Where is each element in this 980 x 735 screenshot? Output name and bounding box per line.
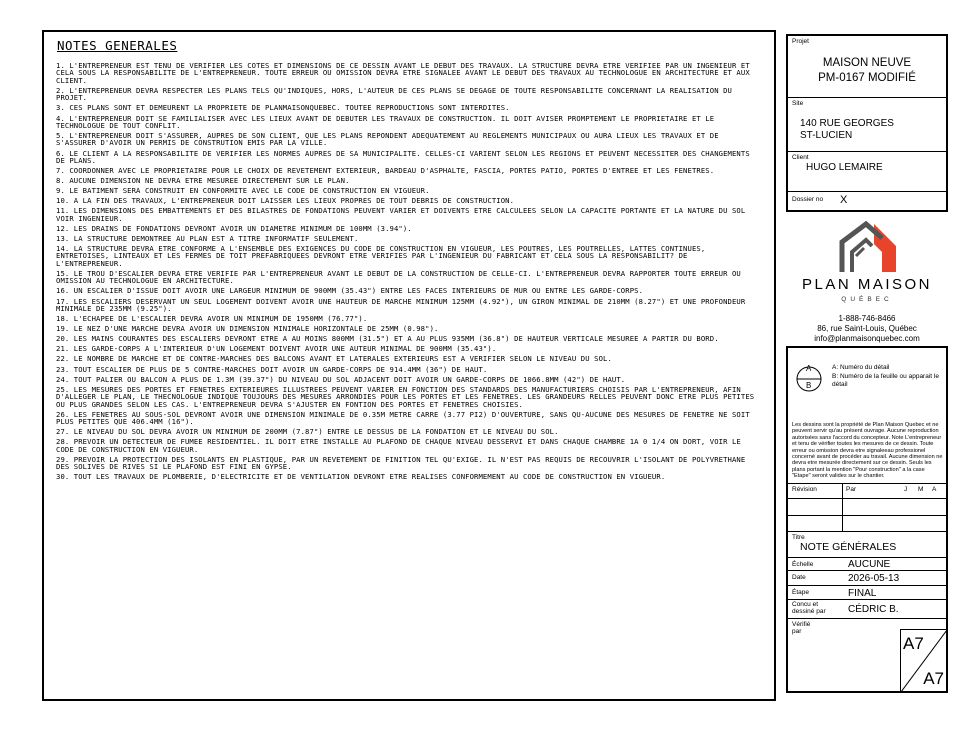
sheet-number-bottom: A7 <box>923 669 944 688</box>
titre-label: Titre <box>792 534 805 541</box>
note-item: 19. LE NEZ D'UNE MARCHE DEVRA AVOIR UN DIMENSION MINIMALE HORIZONTALE DE 25MM (0.98"). <box>56 324 439 334</box>
note-item: 13. LA STRUCTURE DEMONTREE AU PLAN EST A TITRE INFORMATIF SEULEMENT. <box>56 233 359 243</box>
sheet-number-top: A7 <box>903 634 924 653</box>
site-cell <box>788 98 946 152</box>
note-item: 10. A LA FIN DES TRAVAUX, L'ENTREPRENEUR DOIT LAISSER LES LIEUX PROPRES DE TOUT DEBRIS DE CONSTRUCTION. <box>56 196 515 206</box>
note-item: 20. LES MAINS COURANTES DES ESCALIERS DEVRONT ETRE A AU MOINS 800MM (31.5") ET A AU PLUS 935MM (36.8") DE HAUTEUR VERTICALE MESUREE A PARTIR DU BORD. <box>56 334 719 344</box>
concu-label: Concu et dessiné par <box>792 601 826 615</box>
concu-value: CÉDRIC B. <box>848 604 899 615</box>
note-item: 2. L'ENTREPRENEUR DEVRA RESPECTER LES PLANS TELS QU'INDIQUES, HORS, L'AUTEUR DE CES PLANS SE DEGAGE DE TOUTE RESPONSABILITE CONCERNANT LA REALISATION DU PROJET. <box>56 85 732 103</box>
note-item: 9. LE BATIMENT SERA CONSTRUIT EN CONFORMITE AVEC LE CODE DE CONSTRUCTION EN VIGUEUR. <box>56 186 430 196</box>
project-name-line2: PM-0167 MODIFIÉ <box>818 72 916 84</box>
house-logo-icon <box>786 218 948 276</box>
project-cell <box>788 36 946 98</box>
note-item: 3. CES PLANS SONT ET DEMEURENT LA PROPRIETE DE PLANMAISONQUEBEC. TOUTEE REPRODUCTIONS SONT INTERDITES. <box>56 103 510 113</box>
note-item: 5. L'ENTREPRENEUR DOIT S'ASSURER, AUPRES DE SON CLIENT, QUE LES PLANS REPONDENT ADEQUATEMENT AU REGLEMENTS MUNICIPAUX OU AURA LIEUX LES TRAVAUX ET DE S'ASSURER D'AVOIR UN PERMIS DE CONSTRUTION EMIS PAR LA VILLE. <box>56 131 719 148</box>
echelle-label: Échelle <box>792 561 814 568</box>
j-label: J <box>904 486 908 493</box>
concu-cell <box>788 600 946 619</box>
legend-cell <box>788 348 946 484</box>
note-item: 27. LE NIVEAU DU SOL DEVRA AVOIR UN MINIMUM DE 200MM (7.87") ENTRE LE DESSUS DE LA FONDATION ET LE NIVEAU DU SOL. <box>56 427 559 437</box>
revision-table <box>788 484 946 532</box>
sheet-number-box <box>900 629 946 691</box>
notes-list <box>56 62 758 483</box>
note-item: 16. UN ESCALIER D'ISSUE DOIT AVOIR UNE LARGEUR MINIMUM DE 900MM (35.43") ENTRE LES FACES INTERIEURS DE MUR OU ENTRE LES GARDE-CORPS. <box>56 286 644 296</box>
legend-b-text: B: Numéro de la feuille ou apparait le détail <box>832 373 939 388</box>
note-item: 22. LE NOMBRE DE MARCHE ET DE CONTRE-MARCHES DES BALCONS AVANT ET LATERALES EXTERIEURS EST A VERIFIER SELON LE NIVEAU DU SOL. <box>56 354 612 364</box>
note-item: 24. TOUT PALIER OU BALCON A PLUS DE 1.3M (39.37") DU NIVEAU DU SOL ADJACENT DOIT AVOIR UN GARDE-CORPS DE 1066.8MM (42") DE HAUT. <box>56 374 626 384</box>
echelle-cell <box>788 558 946 571</box>
etape-label: Étape <box>792 589 809 596</box>
etape-cell <box>788 586 946 600</box>
a-label: A <box>932 486 937 493</box>
echelle-value: AUCUNE <box>848 559 891 570</box>
legend-disclaimer: Les dessins sont la propriété de Plan Maison Quebec et ne peuvent servir qu'au présent ouvrage. Aucune reproduction autorisées sans l'accord du concepteur. Note L'entrepreneur et tenu de vérifier toutes les mesures de ce dessin. Toute erreur ou omission devra etre signaleeau professionel concerné avant de procéder au travail. Aucune dimension ne devra etre mesurée directement sur ce dessin. Seuls les plans portant la mention "Pour construction" a la case "Etape" seront valides sur le chantier. <box>792 422 943 480</box>
site-value <box>800 118 894 142</box>
verifie-label: Vérifié par <box>792 621 811 635</box>
dossier-label: Dossier no <box>792 196 824 203</box>
client-value: HUGO LEMAIRE <box>806 162 883 173</box>
etape-value: FINAL <box>848 588 877 599</box>
client-label: Client <box>792 154 809 161</box>
note-item: 6. LE CLIENT A LA RESPONSABILITE DE VERIFIER LES NORMES AUPRES DE SA MUNICIPALITE. CELLES-CI VARIENT SELON LES REGIONS ET PEUVENT NECESSITER DES CHANGEMENTS DE PLANS. <box>56 148 750 165</box>
date-cell <box>788 571 946 586</box>
note-item: 8. AUCUNE DIMENSION NE DEVRA ETRE MESUREE DIRECTEMENT SUR LE PLAN. <box>56 176 350 186</box>
note-item: 4. L'ENTREPRENEUR DOIT SE FAMILIALISER AVEC LES LIEUX AVANT DE DEBUTER LES TRAVAUX DE CONSTRUCTION. IL DOIT AVISER PROMPTEMENT LE PROPRIETAIRE ET LE TECHNOLOGUE DE TOUT CONFLIT. <box>56 113 715 130</box>
revision-rowline <box>788 515 946 516</box>
titre-cell <box>788 532 946 558</box>
note-item: 14. LA STRUCTURE DEVRA ETRE CONFORME A L'ENSEMBLE DES EXIGENCES DU CODE DE CONSTRUCTION EN VIGUEUR, LES POUTRES, LES POUTRELLES, LATTES CONTINUES, ENTRETOISES, LINTEAUX ET LES FERMES DE TOIT PREFABRIQUEES DEVRONT ETRE VERIFIES PAR L'INGENIEUR DU FABRICANT ET CELA SOUS LA RESPONSABILIT? DE L'ENTREPRENEUR. <box>56 244 706 268</box>
note-item: 21. LES GARDE-CORPS A L'INTERIEUR D'UN LOGEMENT DOIVENT AVOIR UNE AUTEUR MINIMAL DE 900MM (35.43"). <box>56 344 497 354</box>
note-item: 1. L'ENTREPRENEUR EST TENU DE VERIFIER LES COTES ET DIMENSIONS DE CE DESSIN AVANT LE DEBUT DES TRAVAUX. LA STRUCTURE DEVRA ETRE VERIFIEE PAR UN INGENIEUR ET CELA SOUS LA RESPONSABILITE DE L'ENTREPRENEUR. TOUTE ERREUR OU OMISSION DEVRA ETRE SIGNALEE AVANT LE DEBUT DES TRAVAUX AU TECHNOLOGUE EN ARCHITECTURE ET AUX CLIENT. <box>56 61 750 85</box>
project-name-line1: MAISON NEUVE <box>822 57 912 69</box>
note-item: 29. PREVOIR LA PROTECTION DES ISOLANTS EN PLASTIQUE, PAR UN REVETEMENT DE FINITION TEL QU'EXIGE. IL N'EST PAS REQUIS DE RECOUVRIR L'ISOLANT DE POLYVRETHANE DES SOLIVES DE RIVES SI LE PLAFOND EST FINI EN GYPSE. <box>56 454 746 472</box>
symbol-b: B <box>806 381 812 390</box>
notes-title: NOTES GENERALES <box>57 38 178 53</box>
site-line1: 140 RUE GEORGES <box>800 118 894 129</box>
note-item: 17. LES ESCALIERS DESERVANT UN SEUL LOGEMENT DOIVENT AVOIR UNE HAUTEUR DE MARCHE MINIMUM 125MM (4.92"), UN GIRON MINIMAL DE 210MM (8.27") ET UNE PROFONDEUR MINIMALE DE 235MM (9.25"). <box>56 296 746 313</box>
project-name <box>788 56 946 86</box>
dossier-cell <box>788 192 946 210</box>
revision-divider <box>842 484 843 531</box>
note-item: 7. COORDONNER AVEC LE PROPRIETAIRE POUR LE CHOIX DE REVETEMENT EXTERIEUR, BARDEAU D'ASPHALTE, FASCIA, PORTES PATIO, PORTES D'ENTREE ET LES FENETRES. <box>56 166 715 175</box>
company-email[interactable]: info@planmaisonquebec.com <box>814 334 920 343</box>
company-phone: 1-888-746-8466 <box>838 314 896 323</box>
note-item: 18. L'ECHAPEE DE L'ESCALIER DEVRA AVOIR UN MINIMUM DE 1950MM (76.77"). <box>56 314 368 324</box>
titre-value: NOTE GÉNÉRALES <box>800 541 897 553</box>
dossier-value: X <box>840 194 848 206</box>
legend-a-text: A: Numéro du détail <box>832 364 890 371</box>
note-item: 12. LES DRAINS DE FONDATIONS DEVRONT AVOIR UN DIAMETRE MINIMUM DE 100MM (3.94"). <box>56 223 412 233</box>
note-item: 15. LE TROU D'ESCALIER DEVRA ETRE VERIFIE PAR L'ENTREPRENEUR AVANT LE DEBUT DE LA CONSTRUCTION DE CELLE-CI. L'ENTREPRENEUR DEVRA RAPPORTER TOUTE ERREUR OU OMISSION AU TECHNOLOGUE EN ARCHITECTURE. <box>56 268 741 286</box>
site-label: Site <box>792 100 804 107</box>
title-block-project <box>786 34 948 212</box>
note-item: 23. TOUT ESCALIER DE PLUS DE 5 CONTRE-MARCHES DOIT AVOIR UN GARDE-CORPS DE 914.4MM (36") DE HAUT. <box>56 364 488 374</box>
par-label: Par <box>846 486 857 493</box>
note-item: 11. LES DIMENSIONS DES EMBATTEMENTS ET DES BILASTRES DE FONDATIONS PEUVENT VARIER ET DOIVENTS ETRE CALCULEES SELON LA CAPACITE PORTANTE ET LA NATURE DU SOL VOIR INGENIEUR. <box>56 206 746 223</box>
title-block-sheet <box>786 346 948 693</box>
company-address: 86, rue Saint-Louis, Québec <box>817 324 917 333</box>
note-item: 28. PREVOIR UN DETECTEUR DE FUMEE RESIDENTIEL. IL DOIT ETRE INSTALLE AU PLAFOND DE CHAQUE NIVEAU DESSERVI ET DANS CHAQUE CHAMBRE 1A 0 1/4 ON DORT, VOIR LE CODE DE CONSTRUCTION EN VIGUEUR. <box>56 437 741 454</box>
revision-label: Révision <box>792 486 817 493</box>
date-label: Date <box>792 574 806 581</box>
site-line2: ST-LUCIEN <box>800 130 853 141</box>
client-cell <box>788 152 946 192</box>
date-value: 2026-05-13 <box>848 573 900 584</box>
note-item: 26. LES FENETRES AU SOUS-SOL DEVRONT AVOIR UNE DIMENSION MINIMALE DE 0.35M METRE CARRE (3.77 PI2) D'OUVERTURE, SANS QU-AUCUNE DES MESURES DE FENETRE NE SOIT PLUS PETITES QUE 406.4MM (16"). <box>56 409 750 427</box>
revision-header <box>788 484 946 499</box>
notes-frame <box>42 30 776 701</box>
symbol-a: A <box>806 364 812 373</box>
m-label: M <box>918 486 924 493</box>
company-logo-block <box>786 218 948 346</box>
company-name: PLAN MAISON <box>801 276 933 293</box>
company-sub: QUÉBEC <box>841 296 893 303</box>
note-item: 30. TOUT LES TRAVAUX DE PLOMBERIE, D'ELECTRICITE ET DE VENTILATION DEVRONT ETRE REALISES CONFORMEMENT AU CODE DE CONSTRUCTION EN VIGUEUR. <box>56 472 666 482</box>
note-item: 25. LES MESURES DES PORTES ET FENETRES EXTERIEURES ILLUSTREES PEUVENT VARIER EN FONCTION DES STANDARDS DES MANUFACTURIERS CHOISIS PAR L'ENTREPRENEUR, AFIN D'ALLEGER LE PLAN, LE THECNOLOGUE INDIQUE TOUJOURS DES MESURES ARRONDIES POUR LES PORTES ET LES FENETRES. LES GRANDEURS RELLES PEUVENT DONC ETRE PLUS PETITES OU PLUS GRANDES SELON LES CAS. L'ENTREPRENEUR DEVRA S'AJUSTER EN FONTION DES PORTES ET FENETRES CHOISIES. <box>56 384 755 409</box>
project-label: Projet <box>792 38 809 45</box>
